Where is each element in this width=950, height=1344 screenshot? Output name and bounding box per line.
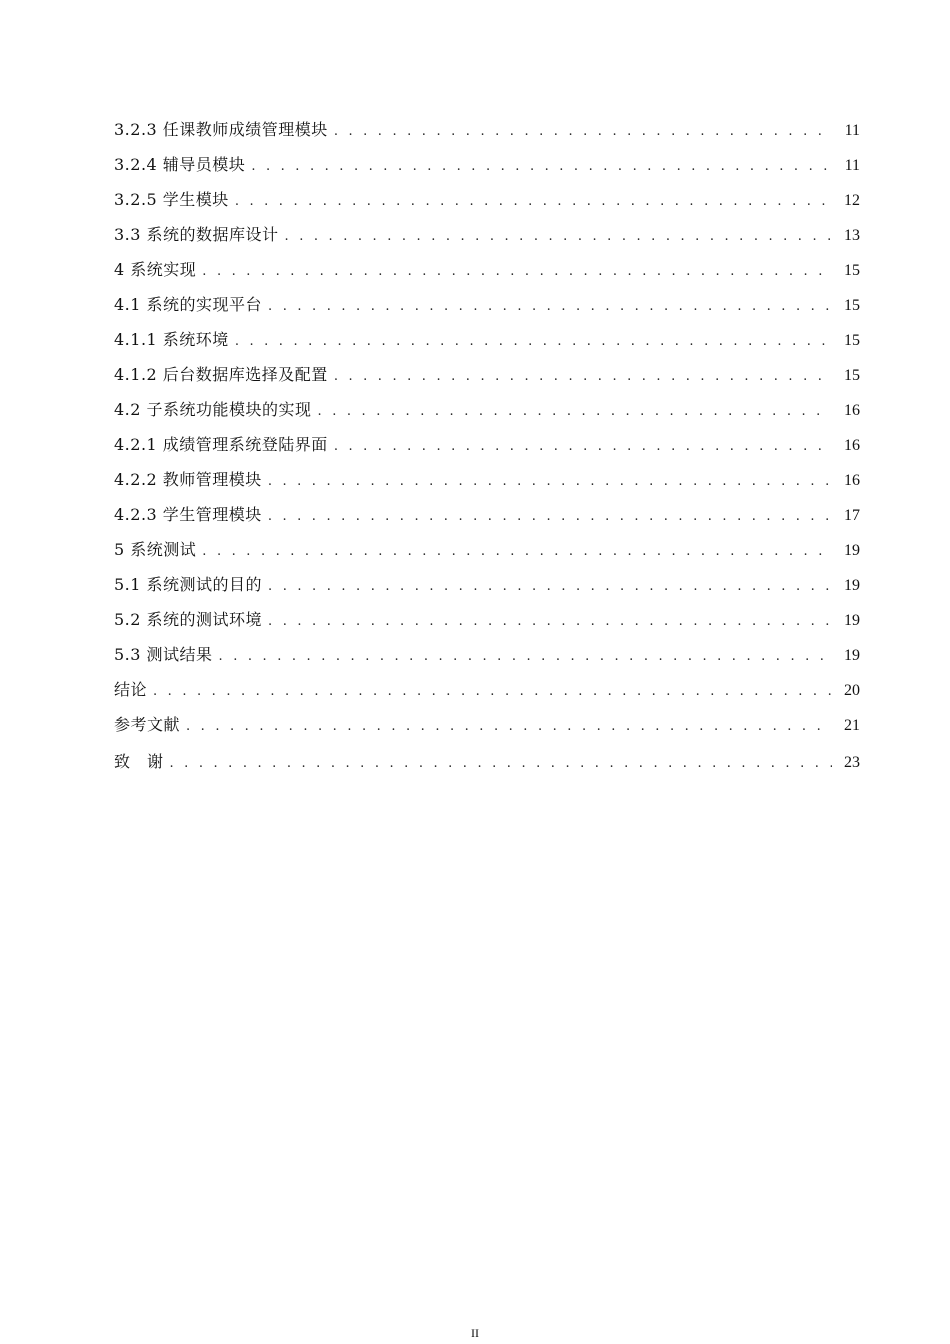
toc-entry-title: 5.3 测试结果 — [114, 645, 213, 664]
toc-entry[interactable] — [114, 748, 860, 783]
toc-entry-title: 3.3 系统的数据库设计 — [114, 225, 279, 244]
toc-entry[interactable] — [114, 571, 860, 606]
toc-entry-title: 4 系统实现 — [114, 260, 197, 279]
toc-entry-page: 23 — [844, 754, 860, 771]
toc-entry[interactable] — [114, 221, 860, 256]
toc-entry-page: 12 — [844, 192, 860, 209]
toc-dot-leader — [170, 750, 832, 778]
toc-dot-leader — [219, 643, 832, 671]
toc-entry-page: 11 — [844, 122, 860, 139]
toc-entry-page: 16 — [844, 402, 860, 419]
toc-entry-title: 致 谢 — [114, 752, 164, 771]
toc-entry-page: 19 — [844, 577, 860, 594]
toc-dot-leader — [268, 293, 832, 321]
page-number: II — [471, 1326, 479, 1340]
toc-entry-title: 4.1 系统的实现平台 — [114, 295, 263, 314]
toc-entry[interactable] — [114, 186, 860, 221]
toc-entry-page: 15 — [844, 332, 860, 349]
toc-entry-page: 15 — [844, 367, 860, 384]
toc-entry-title: 4.2.1 成绩管理系统登陆界面 — [114, 435, 328, 454]
toc-entry-page: 21 — [844, 717, 860, 734]
toc-entry[interactable] — [114, 536, 860, 571]
toc-entry-title: 5 系统测试 — [114, 540, 197, 559]
toc-entry[interactable] — [114, 641, 860, 676]
toc-dot-leader — [268, 468, 832, 496]
toc-entry-page: 20 — [844, 682, 860, 699]
toc-entry-title: 5.1 系统测试的目的 — [114, 575, 263, 594]
toc-entry[interactable] — [114, 361, 860, 396]
toc-dot-leader — [334, 118, 832, 146]
toc-entry[interactable] — [114, 501, 860, 536]
toc-entry-page: 15 — [844, 262, 860, 279]
toc-entry-page: 11 — [844, 157, 860, 174]
toc-dot-leader — [251, 153, 832, 181]
toc-entry-title: 参考文献 — [114, 715, 181, 734]
toc-entry-title: 3.2.4 辅导员模块 — [114, 155, 246, 174]
toc-entry-title: 结论 — [114, 680, 148, 699]
toc-entry-title: 4.2.3 学生管理模块 — [114, 505, 262, 524]
toc-entry-page: 19 — [844, 647, 860, 664]
toc-entry-title: 4.1.1 系统环境 — [114, 330, 229, 349]
toc-entry[interactable] — [114, 466, 860, 501]
toc-dot-leader — [235, 188, 832, 216]
toc-entry[interactable] — [114, 256, 860, 291]
toc-entry-page: 17 — [844, 507, 860, 524]
toc-entry-title: 3.2.3 任课教师成绩管理模块 — [114, 120, 328, 139]
toc-entry-title: 4.2.2 教师管理模块 — [114, 470, 262, 489]
toc-entry-title: 4.2 子系统功能模块的实现 — [114, 400, 312, 419]
toc-entry[interactable] — [114, 396, 860, 431]
toc-entry[interactable] — [114, 431, 860, 466]
toc-dot-leader — [153, 678, 832, 706]
toc-dot-leader — [285, 223, 832, 251]
toc-entry[interactable] — [114, 326, 860, 361]
toc-entry[interactable] — [114, 151, 860, 186]
toc-dot-leader — [235, 328, 832, 356]
toc-dot-leader — [202, 258, 832, 286]
toc-entry[interactable] — [114, 116, 860, 151]
toc-dot-leader — [318, 398, 832, 426]
toc-dot-leader — [334, 433, 832, 461]
table-of-contents — [114, 116, 860, 783]
toc-entry-title: 5.2 系统的测试环境 — [114, 610, 263, 629]
toc-dot-leader — [186, 713, 832, 741]
toc-entry-page: 13 — [844, 227, 860, 244]
toc-entry[interactable] — [114, 291, 860, 326]
toc-entry-page: 16 — [844, 437, 860, 454]
toc-entry-page: 16 — [844, 472, 860, 489]
toc-entry-page: 19 — [844, 612, 860, 629]
toc-dot-leader — [268, 573, 832, 601]
toc-entry-page: 15 — [844, 297, 860, 314]
toc-entry[interactable] — [114, 711, 860, 746]
toc-entry-title: 4.1.2 后台数据库选择及配置 — [114, 365, 328, 384]
toc-entry-page: 19 — [844, 542, 860, 559]
toc-dot-leader — [268, 608, 832, 636]
toc-dot-leader — [268, 503, 832, 531]
toc-entry[interactable] — [114, 676, 860, 711]
toc-entry[interactable] — [114, 606, 860, 641]
toc-dot-leader — [202, 538, 832, 566]
toc-entry-title: 3.2.5 学生模块 — [114, 190, 229, 209]
toc-dot-leader — [334, 363, 832, 391]
